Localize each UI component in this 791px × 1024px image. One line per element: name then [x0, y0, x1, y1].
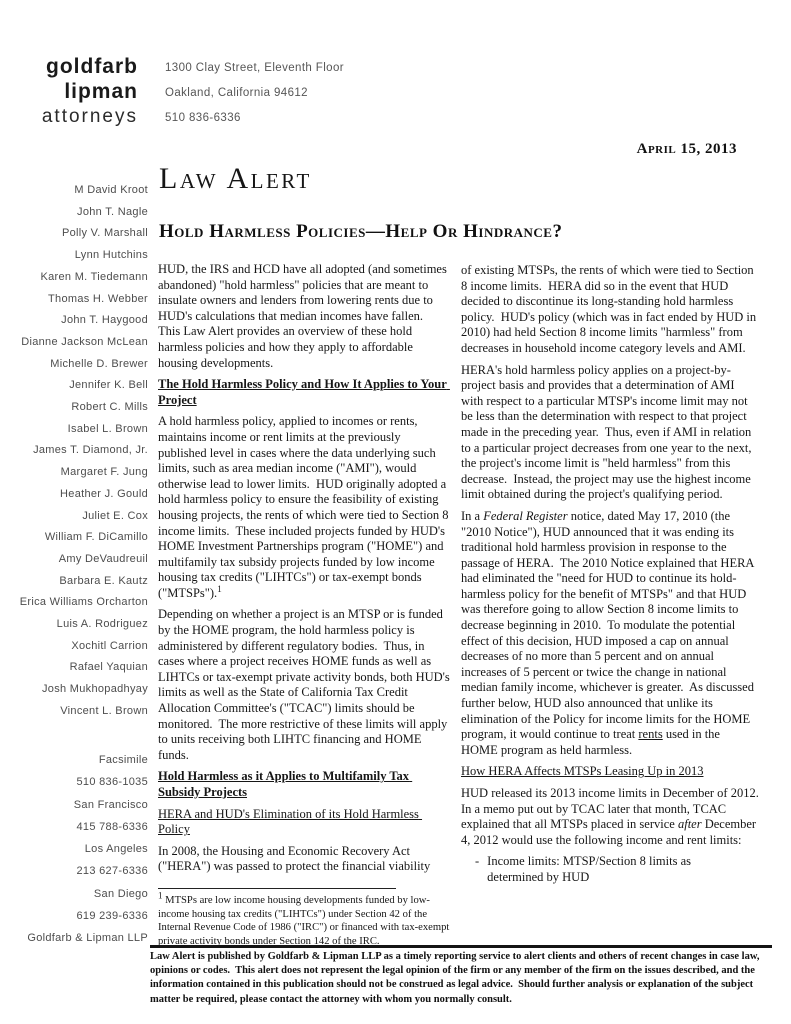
office-line: 619 239-6336 [76, 910, 148, 923]
office-line: San Francisco [73, 798, 148, 811]
paragraph-text: notice, dated May 17, 2010 (the "2010 Notice"), HUD announced that it was ending its traditional hold harmless provision in response to the passage of HERA. The 2010 Notice explained that HERA had eliminated the "need for HUD to continue its hold-harmless policy for the benefit of MTSPs" and that HUD was therefore going to allow Section 8 income limits to decrease beginning in 2010. To modulate the potential effect of this decision, HUD imposed a cap on annual decreases of no more than 5 percent and on annual increases of 5 percent or twice the change in national median family income, whichever is greater. As discussed further below, HUD also announced that unlike its elimination of the Policy for income limits for the HOME program, it would continue to treat [461, 508, 758, 742]
footnote-text: MTSPs are low income housing developments funded by low-income housing tax credits ("LIHTCs") under Section 42 of the Internal Revenue Code of 1986 ("IRC") or financed with tax-exempt private activity bonds under Section 142 of the IRC. [158, 894, 453, 947]
attorney-name: William F. DiCamillo [44, 531, 148, 544]
attorney-name: Polly V. Marshall [61, 227, 148, 240]
address-city: Oakland, California 94612 [165, 87, 308, 99]
subheading-hera-affects-2013: How HERA Affects MTSPs Leasing Up in 2013 [461, 764, 704, 779]
paragraph-text: In a [461, 508, 484, 523]
intro-paragraph: HUD, the IRS and HCD have all adopted (and sometimes abandoned) "hold harmless" policies that are meant to insulate owners and lenders from lowering rents due to HUD's calculations that median incomes have fallen. This Law Alert provides an overview of these hold harmless policies and how they apply to affordable housing developments. [158, 262, 450, 370]
office-line: San Diego [93, 887, 148, 900]
logo-word-attorneys: attorneys [41, 106, 138, 127]
attorney-name: Rafael Yaquian [69, 661, 148, 674]
attorney-name: Michelle D. Brewer [50, 357, 148, 370]
logo-word-goldfarb: goldfarb [46, 55, 138, 78]
attorney-name: Juliet E. Cox [82, 509, 148, 522]
attorney-name: Amy DeVaudreuil [58, 552, 148, 565]
attorney-name: Robert C. Mills [71, 401, 148, 414]
attorney-name: Barbara E. Kautz [59, 574, 148, 587]
bullet-dash: - [475, 854, 480, 869]
attorney-name: Margaret F. Jung [60, 466, 148, 479]
paragraph-text: December 4, 2012 would use the following income and rent limits: [461, 817, 760, 847]
office-line: 510 836-1035 [76, 776, 148, 789]
paragraph-text: A hold harmless policy, applied to incomes or rents, maintains income or rent limits at the previously published level in cases where the data underlying such limits, such as area median income ("AMI"), would otherwise lead to lower limits. HUD originally adopted a hold harmless policy to ensure the feasibility of existing housing projects, the rents of which were tied to Section 8 income limits. These included projects funded by HUD's HOME Investment Partnerships program ("HOME") and multifamily tax subsidy projects funded by low income housing tax credits ("LIHTCs") or tax-exempt bonds ("MTSPs"). [158, 414, 452, 600]
paragraph-2013-limits [461, 786, 766, 848]
footnote [158, 890, 453, 948]
paragraph-hera-2008: In 2008, the Housing and Economic Recovery Act ("HERA") was passed to protect the financial viability [158, 843, 431, 874]
attorney-name: Luis A. Rodriguez [56, 618, 148, 631]
attorney-name: Xochitl Carrion [71, 639, 148, 652]
bullet-text: Income limits: MTSP/Section 8 limits as determined by HUD [487, 854, 691, 884]
attorney-name: Thomas H. Webber [48, 292, 148, 305]
attorney-name: Heather J. Gould [60, 487, 148, 500]
paragraph-text: used in the HOME program as held harmless. [461, 727, 724, 757]
attorney-name: Josh Mukhopadhyay [42, 683, 148, 696]
attorney-roster [0, 180, 148, 723]
paragraph-existing-mtsps: of existing MTSPs, the rents of which were tied to Section 8 income limits. HERA did so in the event that HUD decided to discontinue its long-standing hold harmless policy. HUD's policy (which was in fact ended by HUD in 2010) had held Section 8 income limits "harmless" from decreases in household income category levels and AMI. [461, 263, 760, 355]
paragraph-text: HUD released its 2013 income limits in December of 2012. In a memo put out by TCAC later that month, TCAC explained that all MTSPs placed in service [461, 786, 766, 832]
attorney-name: John T. Nagle [77, 205, 148, 218]
office-line: Facsimile [98, 754, 148, 766]
body-column-left [158, 262, 451, 954]
office-line: Goldfarb & Lipman LLP [27, 932, 148, 945]
attorney-name: Jennifer K. Bell [69, 379, 148, 392]
attorney-name: Karen M. Tiedemann [40, 270, 148, 283]
paragraph-2010-notice [461, 509, 759, 759]
federal-register-italic: Federal Register [483, 508, 568, 523]
section-heading-multifamily-tax: Hold Harmless as it Applies to Multifamily Tax Subsidy Projects [158, 769, 413, 799]
paragraph-hera-policy: HERA's hold harmless policy applies on a project-by-project basis and provides that a determination of AMI with respect to a particular MTSP's income limit may not be less than the determination with respect to that project made in the preceding year. Thus, even if AMI in relation to a particular project decreases from one year to the next, the project's income limit is "held harmless" from this decrease. Instead, the project may use the highest income limit obtained during the project's qualifying period. [461, 362, 755, 502]
attorney-name: Dianne Jackson McLean [21, 335, 148, 348]
office-contact-list [0, 749, 148, 950]
after-italic: after [677, 817, 702, 832]
firm-address [165, 62, 344, 137]
bullet-income-limits [475, 854, 737, 885]
article-headline: Hold Harmless Policies—Help Or Hindrance? [159, 221, 563, 242]
footnote-separator [158, 888, 396, 889]
firm-logo [30, 54, 138, 129]
footnote-marker: 1 [158, 890, 163, 901]
address-phone: 510 836-6336 [165, 112, 241, 124]
footnote-reference: 1 [217, 583, 222, 594]
subheading-hera-elimination: HERA and HUD's Elimination of its Hold Harmless Policy [158, 806, 423, 837]
office-line: 415 788-6336 [76, 820, 148, 833]
logo-word-lipman: lipman [64, 80, 138, 103]
paragraph-hold-harmless-definition [158, 414, 451, 601]
attorney-name: Vincent L. Brown [60, 704, 148, 717]
attorney-name: M David Kroot [74, 184, 148, 196]
address-street: 1300 Clay Street, Eleventh Floor [165, 62, 344, 74]
attorney-name: Lynn Hutchins [74, 249, 148, 262]
attorney-name: Isabel L. Brown [67, 422, 148, 435]
attorney-name: James T. Diamond, Jr. [33, 444, 148, 457]
rents-underlined: rents [638, 727, 663, 742]
attorney-name: Erica Williams Orcharton [19, 596, 148, 609]
office-line: 213 627-6336 [76, 865, 148, 878]
newsletter-title: Law Alert [159, 162, 312, 195]
section-heading-hold-harmless-policy: The Hold Harmless Policy and How It Applies to Your Project [158, 377, 450, 407]
issue-date: April 15, 2013 [636, 141, 737, 157]
footer-disclaimer: Law Alert is published by Goldfarb & Lipman LLP as a timely reporting service to alert clients and others of recent changes in case law, opinions or codes. This alert does not represent the legal opinion of the firm or any member of the firm on the issues described, and the information contained in this publication should not be construed as legal advice. Should further analysis or explanation of the subject matter be required, please contact the attorney with whom you normally consult. [150, 945, 772, 1007]
attorney-name: John T. Haygood [61, 314, 148, 327]
office-line: Los Angeles [84, 843, 148, 856]
body-column-right [461, 263, 766, 886]
paragraph-regulatory-bodies: Depending on whether a project is an MTSP or is funded by the HOME program, the hold harmless policy is administered by different regulatory bodies. Thus, in cases where a project receives HOME funds as well as LIHTCs or tax-exempt private activity bonds, both HUD's limits as well as the State of California Tax Credit Allocation Committee's ("TCAC") limits should be monitored. The more restrictive of these limits will apply to units receiving both LIHTC financing and HOME funds. [158, 607, 453, 762]
